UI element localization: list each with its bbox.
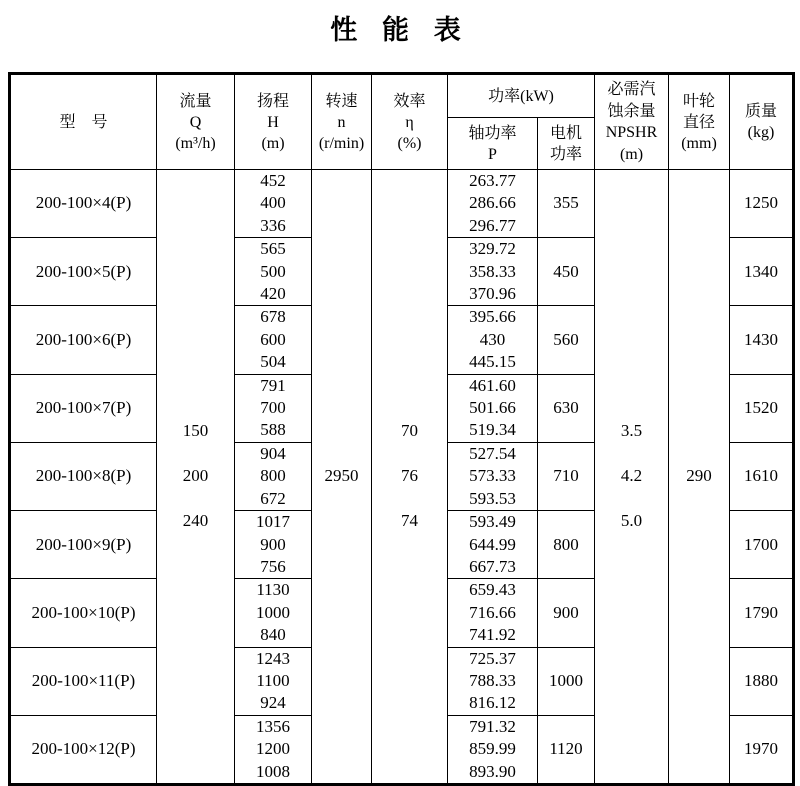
shaft-power-value: 461.60 <box>469 375 516 395</box>
shaft-power-value: 296.77 <box>469 215 516 235</box>
model-cell <box>10 306 157 374</box>
impeller-value: 290 <box>686 466 712 486</box>
motor-power-cell <box>538 306 595 374</box>
npshr-values-stack <box>595 409 668 544</box>
mass-cell <box>730 170 794 238</box>
model-value: 200-100×12(P) <box>31 739 136 759</box>
shaft-power-value: 358.33 <box>469 261 516 281</box>
speed-header-line: 转速 <box>325 92 358 110</box>
mass-value: 1610 <box>744 466 778 486</box>
col-header-model <box>10 74 157 170</box>
motor-power-cell <box>538 374 595 442</box>
shaft-power-value: 859.99 <box>469 739 516 759</box>
shaft-power-value: 527.54 <box>469 443 516 463</box>
col-header-speed <box>312 74 372 170</box>
model-value: 200-100×6(P) <box>35 329 132 349</box>
shaft-power-value: 788.33 <box>469 670 516 690</box>
npshr-value: 3.5 <box>620 421 643 441</box>
npshr-header-line: 蚀余量 <box>607 102 656 120</box>
head-value: 400 <box>260 193 286 213</box>
shaft-power-value: 445.15 <box>469 352 516 372</box>
model-value: 200-100×4(P) <box>35 193 132 213</box>
shaft-power-value: 741.92 <box>469 625 516 645</box>
efficiency-value: 70 <box>401 421 418 441</box>
col-header-efficiency <box>372 74 448 170</box>
head-value: 904 <box>260 443 286 463</box>
col-header-head <box>235 74 312 170</box>
mass-value: 1430 <box>744 329 778 349</box>
motor-power-cell <box>538 647 595 715</box>
motor-power-cell <box>538 442 595 510</box>
shaft-power-cell <box>448 306 538 374</box>
col-header-shaft-power <box>448 118 538 170</box>
shaft-power-value: 716.66 <box>469 602 516 622</box>
mass-cell <box>730 374 794 442</box>
motor-power-value: 1000 <box>549 670 583 690</box>
mass-cell <box>730 647 794 715</box>
impeller-header-line: 叶轮 <box>682 92 715 110</box>
head-cell <box>235 170 312 238</box>
shaft-power-value: 667.73 <box>469 556 516 576</box>
head-header-line: (m) <box>261 134 285 152</box>
shaft-power-value: 519.34 <box>469 420 516 440</box>
head-value: 1356 <box>256 716 290 736</box>
motor-power-cell <box>538 238 595 306</box>
npshr-merged-cell <box>595 170 669 785</box>
table-header <box>10 74 794 170</box>
mass-cell <box>730 442 794 510</box>
head-value: 924 <box>260 693 286 713</box>
shaft-power-value: 501.66 <box>469 398 516 418</box>
head-header-line: 扬程 <box>256 92 289 110</box>
mass-value: 1970 <box>744 739 778 759</box>
mass-cell <box>730 579 794 647</box>
head-value: 900 <box>260 534 286 554</box>
flow-merged-cell <box>157 170 235 785</box>
efficiency-merged-cell <box>372 170 448 785</box>
impeller-merged-cell <box>669 170 730 785</box>
model-cell <box>10 238 157 306</box>
table-row <box>10 170 794 238</box>
flow-value: 200 <box>182 466 209 486</box>
flow-header-line: Q <box>189 113 202 131</box>
head-value: 588 <box>260 420 286 440</box>
model-cell <box>10 442 157 510</box>
mass-cell <box>730 238 794 306</box>
flow-value: 240 <box>182 511 209 531</box>
head-value: 336 <box>260 215 286 235</box>
mass-header-line: (kg) <box>747 124 775 141</box>
impeller-header-line: (mm) <box>681 134 717 152</box>
efficiency-value: 76 <box>401 466 418 486</box>
head-value: 1008 <box>256 761 290 781</box>
shaft-power-value: 430 <box>479 329 506 349</box>
head-value: 840 <box>260 625 286 645</box>
head-value: 791 <box>260 375 286 395</box>
motor-power-value: 800 <box>553 534 579 554</box>
shaft-power-value: 893.90 <box>469 761 516 781</box>
head-cell <box>235 579 312 647</box>
head-cell <box>235 306 312 374</box>
head-cell <box>235 715 312 784</box>
motor-power-value: 355 <box>553 193 579 213</box>
flow-header-line: 流量 <box>179 92 212 110</box>
shaft-power-value: 329.72 <box>469 239 516 259</box>
shaft-power-value: 370.96 <box>469 284 516 304</box>
head-value: 600 <box>260 329 286 349</box>
head-value: 565 <box>260 239 286 259</box>
mass-value: 1340 <box>744 261 778 281</box>
model-header-label: 型 号 <box>59 113 108 131</box>
motor-power-header-line: 功率 <box>549 145 582 163</box>
motor-power-value: 900 <box>553 602 579 622</box>
head-value: 700 <box>260 398 286 418</box>
head-value: 1100 <box>256 670 290 690</box>
shaft-power-cell <box>448 715 538 784</box>
motor-power-value: 560 <box>553 329 579 349</box>
motor-power-value: 450 <box>553 261 579 281</box>
head-value: 678 <box>260 307 286 327</box>
mass-cell <box>730 306 794 374</box>
page-title: 性 能 表 <box>330 15 470 45</box>
mass-cell <box>730 511 794 579</box>
mass-header-line: 质量 <box>744 103 777 120</box>
motor-power-value: 1120 <box>549 739 583 759</box>
shaft-power-value: 395.66 <box>469 307 516 327</box>
mass-value: 1790 <box>744 602 778 622</box>
head-cell <box>235 442 312 510</box>
speed-merged-cell <box>312 170 372 785</box>
shaft-power-value: 644.99 <box>469 534 516 554</box>
model-value: 200-100×5(P) <box>35 261 132 281</box>
col-header-motor-power <box>538 118 595 170</box>
npshr-value: 4.2 <box>620 466 643 486</box>
col-header-npshr <box>595 74 669 170</box>
shaft-power-value: 593.53 <box>469 488 516 508</box>
model-cell <box>10 715 157 784</box>
efficiency-header-line: 效率 <box>393 92 426 110</box>
model-cell <box>10 374 157 442</box>
motor-power-header-line: 电机 <box>549 124 582 142</box>
mass-cell <box>730 715 794 784</box>
table-body <box>10 170 794 785</box>
model-cell <box>10 579 157 647</box>
head-value: 1130 <box>256 580 290 600</box>
flow-header-line: (m³/h) <box>175 134 216 152</box>
col-header-flow <box>157 74 235 170</box>
model-value: 200-100×11(P) <box>31 670 136 690</box>
model-value: 200-100×8(P) <box>35 466 132 486</box>
shaft-power-value: 263.77 <box>469 171 516 190</box>
model-cell <box>10 647 157 715</box>
motor-power-value: 630 <box>553 398 579 418</box>
motor-power-cell <box>538 715 595 784</box>
flow-values-stack <box>157 409 234 544</box>
shaft-power-cell <box>448 511 538 579</box>
model-value: 200-100×7(P) <box>35 398 132 418</box>
shaft-power-value: 816.12 <box>469 693 516 713</box>
model-cell <box>10 511 157 579</box>
head-value: 1200 <box>256 739 290 759</box>
head-value: 1243 <box>256 648 290 668</box>
shaft-power-cell <box>448 170 538 238</box>
model-value: 200-100×10(P) <box>31 602 136 622</box>
head-cell <box>235 511 312 579</box>
flow-value: 150 <box>182 421 209 441</box>
efficiency-header-line: (%) <box>397 134 422 152</box>
speed-value: 2950 <box>324 466 359 486</box>
motor-power-cell <box>538 511 595 579</box>
speed-header-line: n <box>337 113 346 131</box>
shaft-power-value: 791.32 <box>469 716 516 736</box>
head-value: 672 <box>260 488 286 508</box>
head-cell <box>235 647 312 715</box>
npshr-header-line: (m) <box>619 145 644 163</box>
head-value: 452 <box>260 171 286 190</box>
head-cell <box>235 238 312 306</box>
shaft-power-cell <box>448 579 538 647</box>
speed-header-line: (r/min) <box>318 134 365 152</box>
shaft-power-value: 593.49 <box>469 512 516 532</box>
motor-power-cell <box>538 170 595 238</box>
mass-value: 1520 <box>744 398 778 418</box>
head-value: 1000 <box>256 602 290 622</box>
head-header-line: H <box>267 113 279 131</box>
efficiency-header-line: η <box>405 113 414 131</box>
head-value: 504 <box>260 352 286 372</box>
shaft-power-cell <box>448 647 538 715</box>
head-value: 1017 <box>256 512 290 532</box>
shaft-power-value: 659.43 <box>469 580 516 600</box>
impeller-header-line: 直径 <box>682 113 715 131</box>
col-header-impeller <box>669 74 730 170</box>
col-header-power-group: 功率(kW) <box>448 74 595 118</box>
efficiency-value: 74 <box>401 511 418 531</box>
shaft-power-header-line: 轴功率 <box>468 124 517 142</box>
shaft-power-value: 286.66 <box>469 193 516 213</box>
model-value: 200-100×9(P) <box>35 534 132 554</box>
shaft-power-header-line: P <box>488 145 497 163</box>
head-cell <box>235 374 312 442</box>
head-value: 500 <box>260 261 286 281</box>
shaft-power-cell <box>448 442 538 510</box>
performance-table <box>8 72 795 786</box>
mass-value: 1700 <box>744 534 778 554</box>
head-value: 420 <box>260 284 286 304</box>
mass-value: 1880 <box>744 670 778 690</box>
head-value: 800 <box>260 466 286 486</box>
shaft-power-cell <box>448 374 538 442</box>
mass-value: 1250 <box>744 193 778 213</box>
npshr-header-line: 必需汽 <box>607 81 656 98</box>
head-value: 756 <box>260 556 286 576</box>
shaft-power-value: 573.33 <box>469 466 516 486</box>
shaft-power-cell <box>448 238 538 306</box>
npshr-header-line: NPSHR <box>605 124 658 141</box>
npshr-value: 5.0 <box>620 511 643 531</box>
motor-power-value: 710 <box>553 466 579 486</box>
motor-power-cell <box>538 579 595 647</box>
model-cell <box>10 170 157 238</box>
efficiency-values-stack <box>372 409 447 544</box>
shaft-power-value: 725.37 <box>469 648 516 668</box>
col-header-mass <box>730 74 794 170</box>
